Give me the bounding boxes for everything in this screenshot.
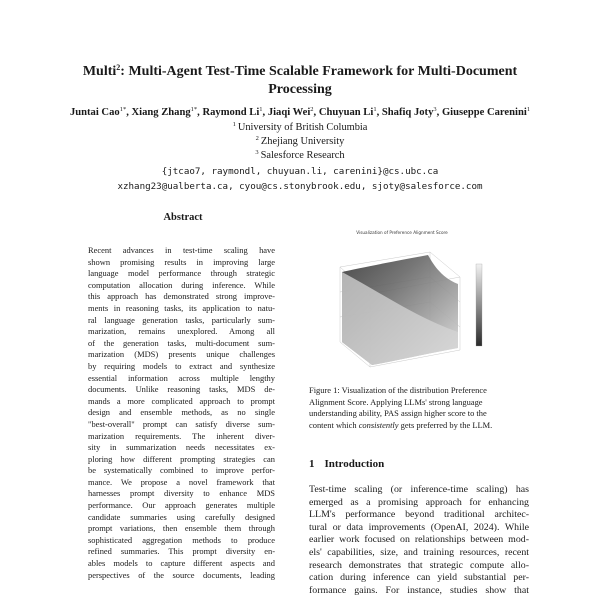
text-line: language model performance through strategic — [88, 268, 275, 279]
author: Chuyuan Li$^1$ — [318, 106, 377, 118]
figure-caption — [309, 385, 529, 431]
text-line: "best-overall" prompt can satisfy diverse sum- — [88, 418, 275, 429]
section-heading — [309, 458, 384, 470]
text-line: of the generation tasks, multi-document sum- — [88, 337, 275, 348]
caption-line: Figure 1: Visualization of the distribution Preference — [309, 385, 487, 395]
author: Xiang Zhang$^{1*}$ — [131, 106, 198, 118]
text-line: by requiring models to extract and synthesize — [88, 360, 275, 371]
affiliation: $^2$ Zhejiang University — [255, 135, 345, 147]
author: Jiaqi Wei$^2$ — [267, 106, 314, 118]
text-line: cation during inference can yield substantial per- — [309, 572, 529, 584]
title-line-1 — [40, 63, 560, 81]
section-number: 1 — [309, 458, 315, 470]
caption-line: Alignment Score. Applying LLMs' strong language — [309, 396, 483, 407]
text-line: candidate summaries using carefully designed — [88, 511, 275, 522]
text-line: ables models to capture different aspects and — [88, 558, 275, 569]
figure-surface-plot — [320, 222, 510, 382]
email-line: {jtcao7, raymondl, chuyuan.li, carenini}@cs.ubc.ca — [161, 166, 439, 177]
text-line: mance. We propose a novel framework that — [88, 476, 275, 487]
text-line: shown promising results in improving large — [88, 256, 275, 267]
section-title: Introduction — [324, 458, 385, 470]
intro-body — [309, 484, 529, 597]
text-line: perspectives of the source documents, leading — [88, 569, 275, 580]
surface-plot-svg — [320, 222, 510, 382]
title-line-1-rest: : Multi-Agent Test-Time Scalable Framework for Multi-Document — [120, 64, 518, 79]
title-brand-superscript: 2 — [116, 63, 121, 72]
author-list: Juntai Cao$^{1*}$, Xiang Zhang$^{1*}$, Raymond Li$^1$, Jiaqi Wei$^2$, Chuyuan Li$^1$, Shafiq Joty$^3$, Giuseppe Carenini$^1$ — [69, 106, 531, 118]
text-line: essential information across multiple lengthy — [88, 372, 275, 383]
text-line: marization (MDS) presents unique challenges — [88, 349, 275, 360]
text-line: ral language generation tasks, particularly sum- — [88, 314, 275, 325]
abstract-body — [88, 245, 275, 581]
text-line: Recent advances in test-time scaling have — [88, 245, 275, 255]
text-line: refined summaries. This prompt diversity en- — [88, 546, 275, 557]
text-line: Test-time scaling (or inference-time scaling) has — [309, 484, 529, 495]
author: Juntai Cao$^{1*}$ — [69, 106, 127, 118]
text-line: documents. Unlike reasoning tasks, MDS de- — [88, 384, 275, 395]
author: Shafiq Joty$^3$ — [381, 106, 437, 118]
affiliation: $^3$ Salesforce Research — [255, 149, 345, 161]
text-line: design and ensemble methods, as no single — [88, 407, 275, 418]
affiliation: $^1$ University of British Columbia — [232, 121, 368, 133]
text-line: harnesses prompt diversity to enhance MDS — [88, 488, 275, 499]
text-line: be systematically combined to improve perfor- — [88, 465, 275, 476]
abstract-heading: Abstract — [163, 212, 203, 223]
title-line-2: Processing — [268, 82, 332, 97]
text-line: earlier work focused on relationships between mod- — [309, 534, 529, 546]
text-line: tural or data improvements (OpenAI, 2024). While — [309, 521, 529, 533]
plot-title: Visualization of Preference Alignment Score — [356, 230, 448, 235]
text-line: emerged as a promising approach for enhancing — [309, 496, 529, 508]
text-line: marization, remains unexplored. Among all — [88, 326, 275, 337]
text-line: research demonstrates that strategic compute allo- — [309, 559, 529, 571]
paper-title — [40, 63, 560, 99]
title-brand: Multi — [82, 64, 117, 79]
text-line: marization requirements. The inherent diver- — [88, 430, 275, 441]
caption-line: understanding ability, PAS assign higher score to the — [309, 408, 487, 419]
text-line: els' capabilities, size, and training resources, recent — [309, 546, 529, 558]
colorbar — [476, 264, 482, 346]
text-line: LLM's performance beyond traditional architec- — [309, 509, 529, 521]
text-line: sophisticated aggregation methods to produce — [88, 534, 275, 545]
text-line: computation allocation during inference. While — [88, 279, 275, 290]
text-line: formance gains. For instance, studies show that — [309, 584, 529, 596]
text-line: prompt variations, then ensemble them through — [88, 523, 275, 534]
text-line: sity in summarization needs necessitates ex- — [88, 442, 275, 453]
text-line: mands a more complicated approach to prompt — [88, 395, 275, 406]
caption-line: content which consistently gets preferred by the LLM. — [309, 419, 493, 430]
text-line: performance. Our approach generates multiple — [88, 500, 275, 511]
email-line: xzhang23@ualberta.ca, cyou@cs.stonybrook.edu, sjoty@salesforce.com — [117, 181, 483, 192]
author: Giuseppe Carenini$^1$ — [441, 106, 531, 118]
author: Raymond Li$^1$ — [202, 106, 263, 118]
text-line: this approach has demonstrated strong improve- — [88, 291, 275, 302]
text-line: ments in reasoning tasks, its application to natu- — [88, 302, 275, 313]
text-line: ploring how different prompting strategies can — [88, 453, 275, 464]
